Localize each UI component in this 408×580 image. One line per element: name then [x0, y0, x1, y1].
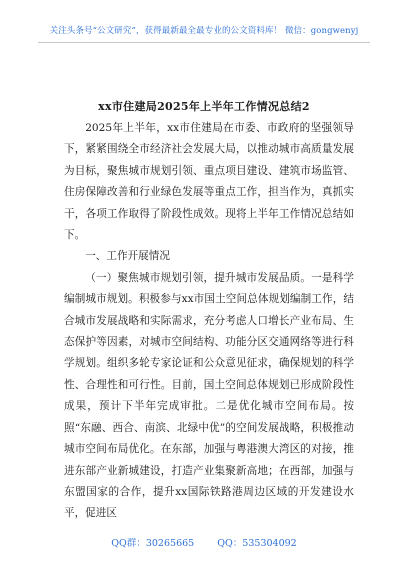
header-notice: 关注头条号“公文研究”，获得最新最全最专业的公文资料库！ 微信：gongwenyj	[49, 26, 359, 36]
footer-contact	[0, 535, 408, 549]
header-divider	[38, 42, 370, 43]
footer-qq-group: QQ群：30265665	[111, 538, 195, 549]
document-title: xx市住建局2025年上半年工作情况总结2	[98, 100, 310, 113]
body-paragraph: （一）聚焦城市规划引领，提升城市发展品质。一是科学编制城市规划。积极参与xx市国土空间总体规划编制工作，结合城市发展战略和实际需求，充分考虑人口增长产业布局、生态保护等因素，对城市空间结构、功能分区交通网络等进行科学规划。组织多轮专家论证和公众意见征求，确保规划的科学性、合理性和可行性。目前，国土空间总体规划已形成阶段性成果，预计下半年完成审批。二是优化城市空间布局。按照“东融、西合、南滨、北绿中优”的空间发展战略，积极推动城市空间布局优化。在东部，加强与粤港澳大湾区的对接，推进东部产业新城建设，打造产业集聚新高地；在西部，加强与东盟国家的合作，提升xx国际铁路港周边区域的开发建设水平，促进区	[64, 271, 354, 520]
section-heading: 一、工作开展情况	[85, 250, 170, 263]
document-body	[64, 118, 354, 525]
footer-qq: QQ：535304092	[217, 538, 297, 549]
intro-paragraph: 2025年上半年，xx市住建局在市委、市政府的坚强领导下，紧紧围绕全市经济社会发展大局，以推动城市高质量发展为目标，聚焦城市规划引领、重点项目建设、建筑市场监管、住房保障改善和行业绿色发展等重点工作，担当作为，真抓实干，各项工作取得了阶段性成效。现将上半年工作情况总结如下。	[64, 122, 354, 242]
